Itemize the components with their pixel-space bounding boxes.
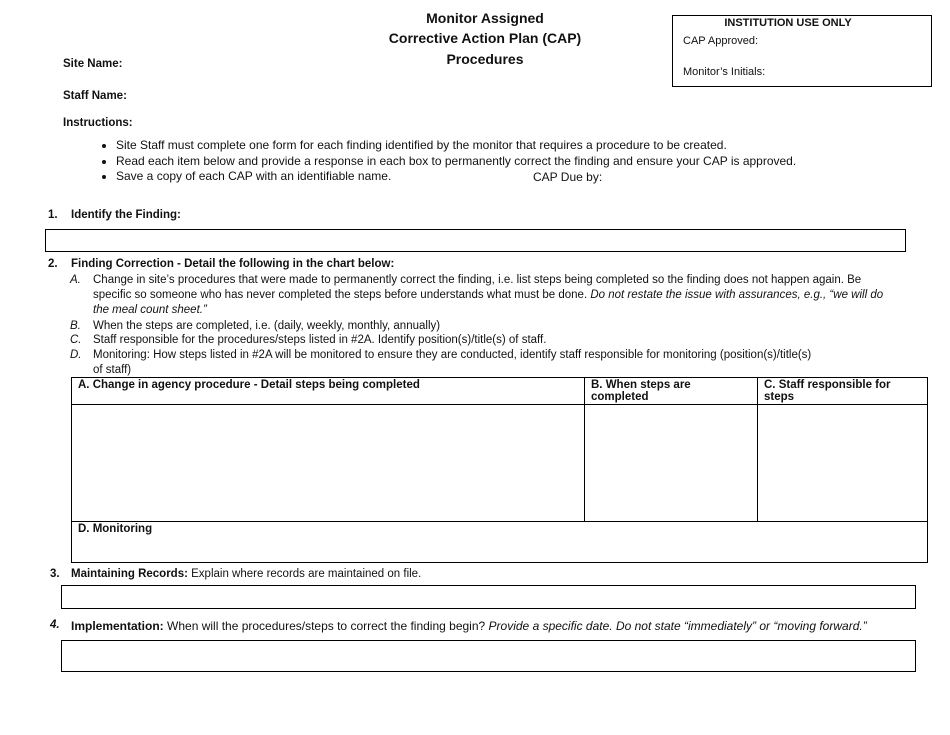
item-a-text: Change in site’s procedures that were made to permanently correct the finding, i.e. list steps being completed so the finding does not happen again. Be specific so someone who has never completed the steps before understands what must be done. Do not restate the issue with assurances, e.g., “we will do the meal count sheet.” (93, 274, 884, 316)
item-letter: A. (70, 274, 81, 286)
instructions-list (98, 138, 916, 185)
records-input-box[interactable] (61, 585, 916, 609)
instruction-item: • Site Staff must complete one form for each finding identified by the monitor that requires a procedure to be created. (116, 138, 916, 154)
form-title-line3: Procedures (446, 51, 524, 67)
item-b-text: When the steps are completed, i.e. (daily, weekly, monthly, annually) (93, 320, 441, 332)
chart-cell-b[interactable] (585, 405, 758, 522)
section1-number: 1. (48, 209, 58, 221)
instructions-label: Instructions: (63, 117, 133, 129)
instruction-item-text: Save a copy of each CAP with an identifiable name. (116, 169, 392, 183)
chart-header-b: B. When steps are completed (585, 378, 758, 405)
item-d-text: Monitoring: How steps listed in #2A will be monitored to ensure they are conducted, identify staff responsible for monitoring (position(s)/title(s) of staff) (93, 349, 812, 376)
section3-number: 3. (50, 568, 60, 580)
instruction-item (116, 169, 916, 185)
chart-cell-monitoring[interactable] (72, 522, 928, 563)
item-letter: B. (70, 320, 81, 332)
chart-header-a: A. Change in agency procedure - Detail steps being completed (72, 378, 585, 405)
instruction-item: • Read each item below and provide a response in each box to permanently correct the finding and ensure your CAP is approved. (116, 154, 916, 170)
finding-input-box[interactable] (45, 229, 906, 252)
item-c-text: Staff responsible for the procedures/steps listed in #2A. Identify position(s)/title(s) of staff. (93, 334, 547, 346)
staff-name-label: Staff Name: (63, 90, 127, 102)
cap-approved-label: CAP Approved: (683, 35, 759, 47)
section4-number: 4. (50, 619, 60, 631)
form-title-line1: Monitor Assigned (426, 10, 544, 26)
item-letter: C. (70, 334, 82, 346)
form-title-line2: Corrective Action Plan (CAP) (388, 30, 582, 46)
item-letter: D. (70, 349, 82, 361)
chart-cell-c[interactable] (758, 405, 928, 522)
cap-due-label: CAP Due by: (533, 170, 603, 184)
correction-chart (71, 377, 928, 563)
chart-monitoring-label: D. Monitoring (78, 523, 153, 535)
site-name-label: Site Name: (63, 58, 123, 70)
institution-heading: INSTITUTION USE ONLY (724, 17, 852, 29)
chart-header-c: C. Staff responsible for steps (758, 378, 928, 405)
section2-item-a (70, 273, 890, 318)
section2-number: 2. (48, 258, 58, 270)
chart-cell-a[interactable] (72, 405, 585, 522)
section3-text: Maintaining Records: Explain where records are maintained on file. (71, 568, 422, 580)
monitor-initials-label: Monitor’s Initials: (683, 66, 766, 78)
section1-label: Identify the Finding: (71, 209, 181, 221)
implementation-input-box[interactable] (61, 640, 916, 672)
section4-text: Implementation: When will the procedures/steps to correct the finding begin? Provide a specific date. Do not state “immediately” or “moving forward.” (71, 619, 867, 633)
section2-label: Finding Correction - Detail the following in the chart below: (71, 258, 395, 270)
institution-use-box (672, 15, 932, 87)
